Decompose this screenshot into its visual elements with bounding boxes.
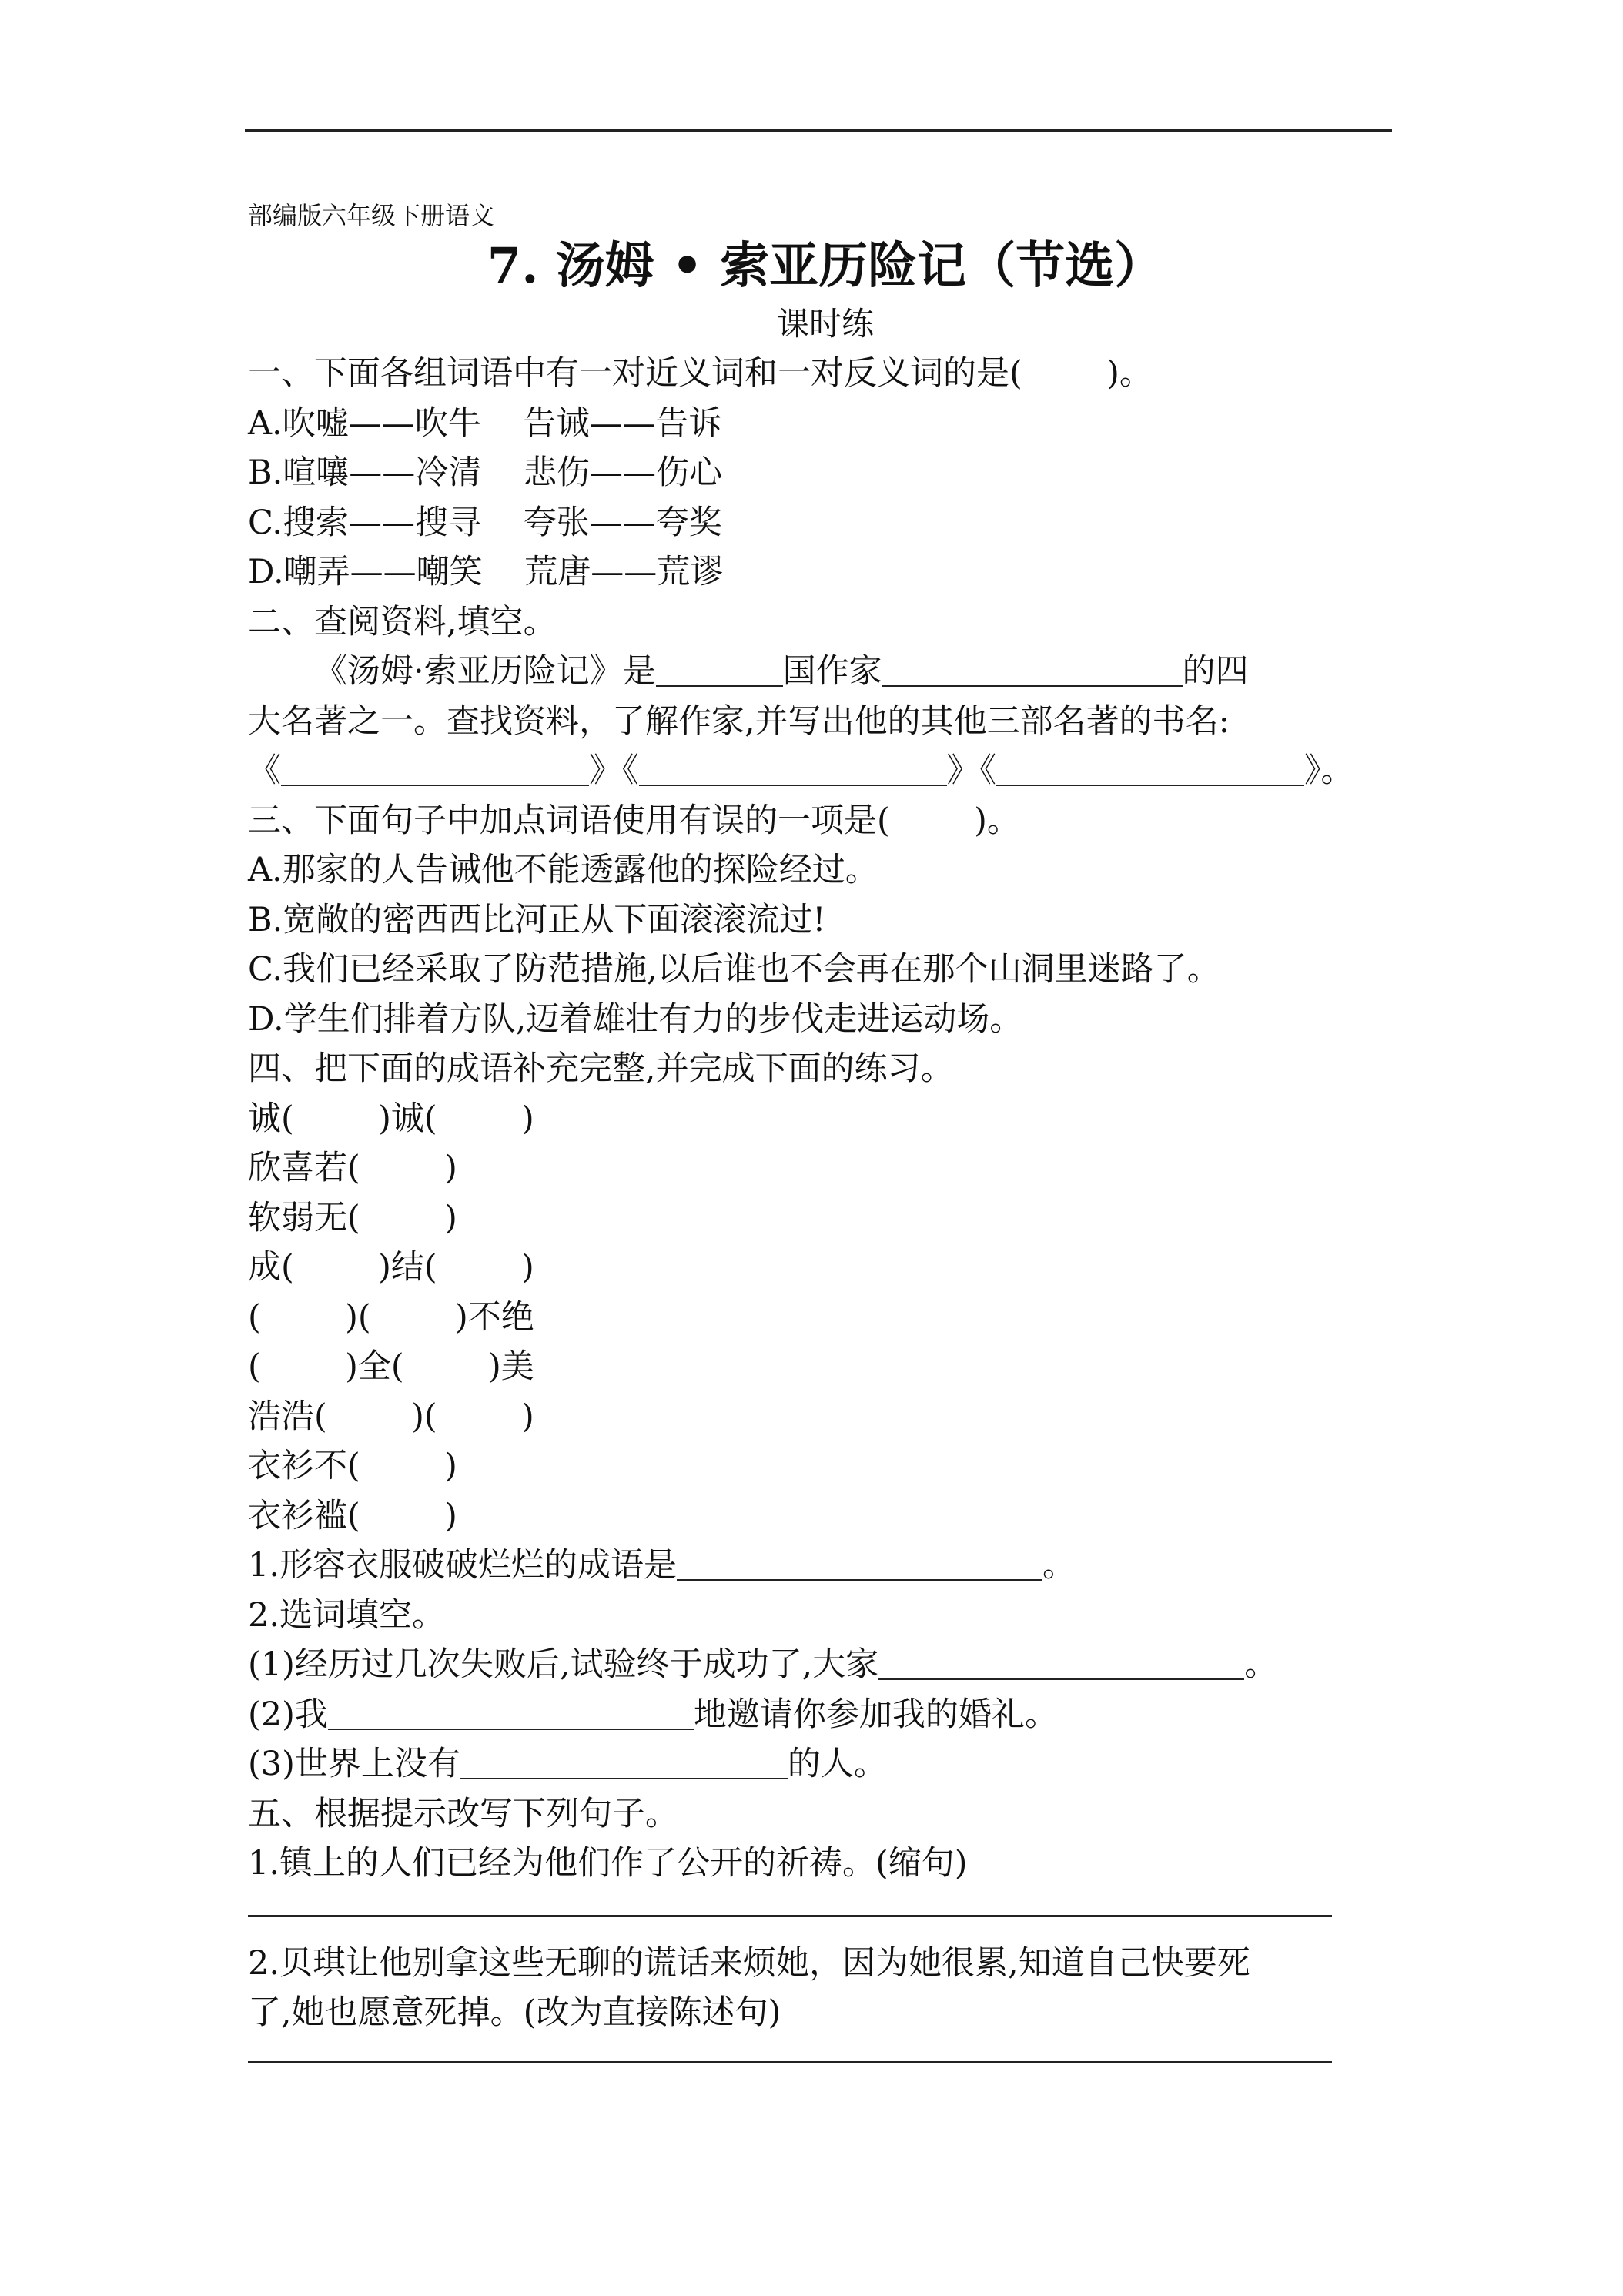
q2-line2: 大名著之一。查找资料，了解作家,并写出他的其他三部名著的书名: bbox=[248, 701, 1230, 741]
q4-text: 地邀请你参加我的婚礼。 bbox=[693, 1695, 1058, 1734]
q4-sentence-1 bbox=[248, 1640, 1403, 1690]
book-title-blank-2[interactable] bbox=[639, 754, 947, 786]
q4-stem: 四、把下面的成语补充完整,并完成下面的练习。 bbox=[248, 1049, 954, 1088]
fill-blank-3[interactable] bbox=[460, 1747, 788, 1779]
q5-item-1: 1.镇上的人们已经为他们作了公开的祈祷。(缩句) bbox=[248, 1844, 968, 1883]
author-blank[interactable] bbox=[882, 654, 1183, 687]
fill-blank-2[interactable] bbox=[328, 1698, 694, 1730]
page-subtitle: 课时练 bbox=[776, 305, 874, 343]
book-title-blank-1[interactable] bbox=[281, 754, 589, 786]
header-rule bbox=[245, 129, 1392, 132]
idiom-item: ( )全( )美 bbox=[248, 1347, 534, 1386]
book-quote: 》《 bbox=[946, 751, 996, 790]
q4-text: 的人。 bbox=[787, 1745, 887, 1783]
book-quote: 》《 bbox=[589, 751, 639, 790]
ragged-idiom-blank[interactable] bbox=[677, 1548, 1042, 1581]
q1-stem: 一、下面各组词语中有一对近义词和一对反义词的是( )。 bbox=[248, 354, 1153, 393]
idiom-item: 诚( )诚( ) bbox=[248, 1099, 534, 1138]
worksheet bbox=[248, 196, 1403, 2063]
q1-option-a: A.吹嘘——吹牛 告诫——告诉 bbox=[248, 403, 722, 443]
q5-item-2-line2: 了,她也愿意死掉。(改为直接陈述句) bbox=[248, 1993, 781, 2032]
book-title-blank-3[interactable] bbox=[996, 754, 1304, 786]
q4-text: (3)世界上没有 bbox=[248, 1745, 460, 1783]
idiom-item: 软弱无( ) bbox=[248, 1198, 457, 1237]
country-blank[interactable] bbox=[656, 654, 783, 687]
q4-text: (1)经历过几次失败后,试验终于成功了,大家 bbox=[248, 1645, 879, 1684]
q1-option-d: D.嘲弄——嘲笑 荒唐——荒谬 bbox=[248, 553, 724, 591]
q4-text: (2)我 bbox=[248, 1695, 328, 1734]
q4-sentence-2 bbox=[248, 1690, 1403, 1740]
q4-sub2: 2.选词填空。 bbox=[248, 1595, 446, 1635]
q3-stem: 三、下面句子中加点词语使用有误的一项是( )。 bbox=[248, 801, 1020, 840]
idiom-item: 欣喜若( ) bbox=[248, 1149, 457, 1187]
idiom-item: 成( )结( ) bbox=[248, 1248, 534, 1287]
q3-option-d: D.学生们排着方队,迈着雄壮有力的步伐走进运动场。 bbox=[248, 999, 1023, 1039]
q2-text: 《汤姆·索亚历险记》是 bbox=[314, 652, 656, 691]
q2-text: 国作家 bbox=[782, 652, 882, 691]
idiom-item: 衣衫不( ) bbox=[248, 1447, 457, 1485]
answer-line-1[interactable] bbox=[248, 1915, 1332, 1917]
answer-line-2[interactable] bbox=[248, 2061, 1332, 2063]
fill-blank-1[interactable] bbox=[878, 1648, 1244, 1680]
q2-line1 bbox=[248, 647, 1403, 697]
q4-sentence-3 bbox=[248, 1739, 1403, 1789]
q5-item-2-line1: 2.贝琪让他别拿这些无聊的谎话来烦她，因为她很累,知道自己快要死 bbox=[248, 1943, 1250, 1983]
q2-line3 bbox=[248, 746, 1403, 796]
q2-stem: 二、查阅资料,填空。 bbox=[248, 602, 557, 641]
page-title: 7. 汤姆 • 索亚历险记（节选） bbox=[487, 237, 1164, 295]
q3-option-a: A.那家的人告诫他不能透露他的探险经过。 bbox=[248, 851, 878, 889]
book-quote: 》。 bbox=[1304, 751, 1354, 790]
q4-text: 。 bbox=[1244, 1645, 1278, 1684]
q3-option-b: B.宽敞的密西西比河正从下面滚滚流过! bbox=[248, 900, 826, 939]
idiom-item: ( )( )不绝 bbox=[248, 1297, 534, 1337]
q1-option-b: B.喧嚷——冷清 悲伤——伤心 bbox=[248, 454, 722, 492]
idiom-item: 衣衫褴( ) bbox=[248, 1496, 457, 1535]
book-quote: 《 bbox=[248, 751, 281, 790]
q2-text: 的四 bbox=[1182, 652, 1249, 691]
q4-text: 1.形容衣服破破烂烂的成语是 bbox=[248, 1546, 678, 1585]
series-label: 部编版六年级下册语文 bbox=[248, 201, 495, 230]
q3-option-c: C.我们已经采取了防范措施,以后谁也不会再在那个山洞里迷路了。 bbox=[248, 950, 1220, 989]
q5-stem: 五、根据提示改写下列句子。 bbox=[248, 1794, 678, 1833]
q1-option-c: C.搜索——搜寻 夸张——夸奖 bbox=[248, 503, 722, 542]
q4-text: 。 bbox=[1042, 1546, 1076, 1585]
idiom-item: 浩浩( )( ) bbox=[248, 1397, 534, 1436]
q4-sub1 bbox=[248, 1541, 1403, 1591]
